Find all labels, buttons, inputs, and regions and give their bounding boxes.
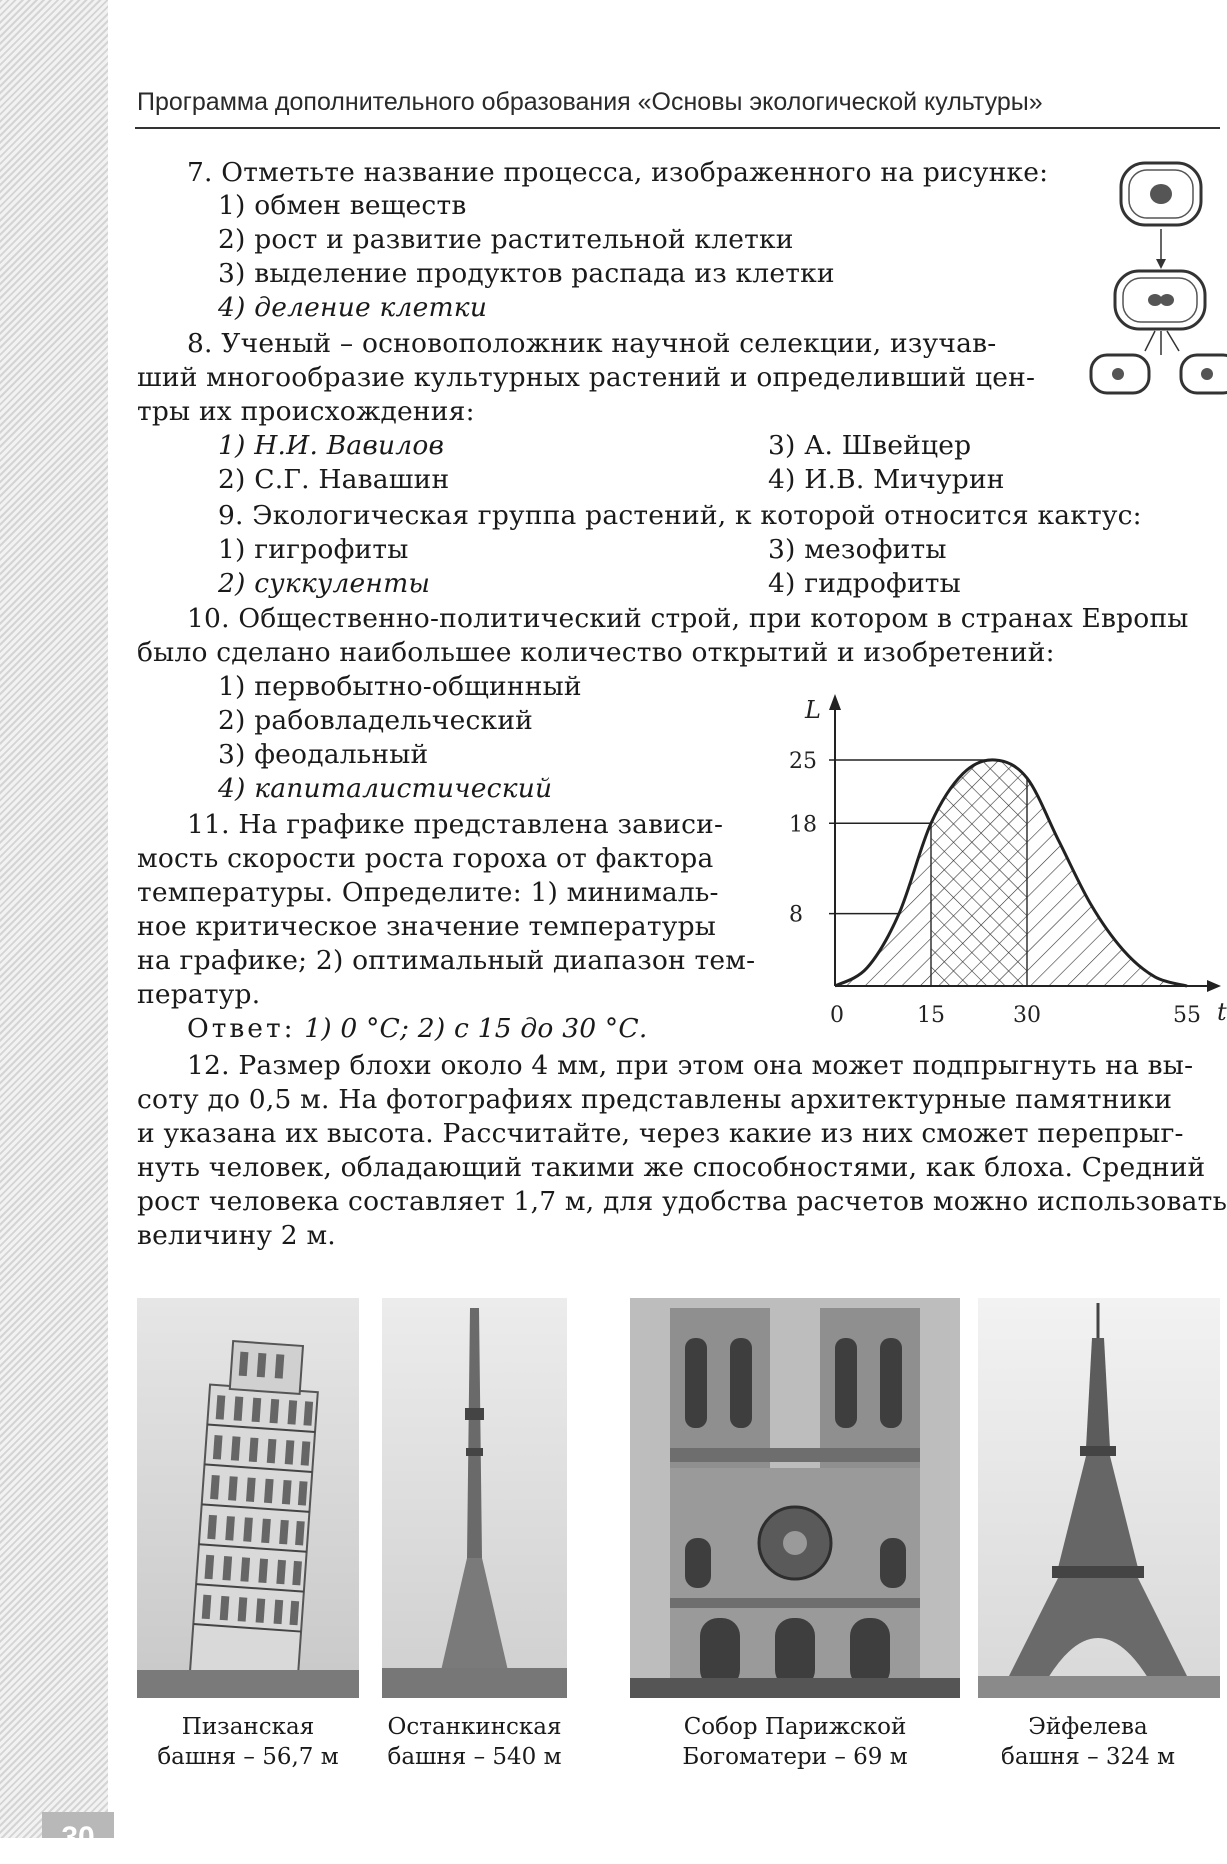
caption-pisa-line-1: Пизанская bbox=[181, 1714, 315, 1740]
caption-notre-dame-line-1: Собор Парижской bbox=[683, 1714, 907, 1740]
q12-line-3: и указана их высота. Рассчитайте, через какие из них сможет перепрыг- bbox=[137, 1118, 1184, 1149]
q8-line-2: ший многообразие культурных растений и определивший цен- bbox=[137, 362, 1036, 393]
growth-temperature-chart bbox=[760, 686, 1227, 1036]
q9-option-1: 1) гигрофиты bbox=[218, 534, 409, 565]
y-axis-label: L bbox=[805, 696, 821, 724]
page-number: 30 bbox=[42, 1812, 114, 1838]
q10-option-3: 3) феодальный bbox=[218, 739, 429, 770]
cell-division-figure bbox=[1085, 155, 1220, 395]
daughter-cell-right-icon bbox=[1181, 355, 1227, 393]
q12-line-4: нуть человек, обладающий такими же способностями, как блоха. Средний bbox=[137, 1152, 1206, 1183]
y-tick-label: 8 bbox=[789, 902, 803, 928]
photo-pisa-tower bbox=[137, 1298, 359, 1698]
q8-option-2: 2) С.Г. Навашин bbox=[218, 464, 450, 495]
photo-notre-dame bbox=[630, 1298, 960, 1698]
caption-eiffel-line-1: Эйфелева bbox=[1028, 1714, 1148, 1740]
q12-line-6: величину 2 м. bbox=[137, 1220, 336, 1251]
q9-option-3: 3) мезофиты bbox=[768, 534, 947, 565]
q11-line-2: мость скорости роста гороха от фактора bbox=[137, 843, 714, 874]
caption-ostankino-line-2: башня – 540 м bbox=[387, 1744, 562, 1770]
photo-eiffel-tower bbox=[978, 1298, 1220, 1698]
answer-label: Ответ: bbox=[187, 1013, 296, 1044]
x-tick-label: 15 bbox=[917, 1003, 945, 1028]
y-axis-arrow-icon bbox=[829, 694, 841, 710]
q7-option-4-answer: 4) деление клетки bbox=[218, 292, 488, 323]
q10-line-2: было сделано наибольшее количество открытий и изобретений: bbox=[137, 637, 1055, 668]
q10-option-1: 1) первобытно-общинный bbox=[218, 671, 582, 702]
q7-question: 7. Отметьте название процесса, изображенного на рисунке: bbox=[187, 157, 1049, 188]
q10-line-1: 10. Общественно-политический строй, при котором в странах Европы bbox=[187, 603, 1189, 634]
page-margin-stripe bbox=[0, 0, 108, 1838]
leaning-tower-icon bbox=[137, 1298, 359, 1698]
dividing-cell-icon bbox=[1115, 271, 1205, 329]
y-tick-label: 25 bbox=[789, 749, 817, 774]
x-tick-label: 55 bbox=[1173, 1003, 1201, 1028]
q12-line-1: 12. Размер блохи около 4 мм, при этом она может подпрыгнуть на вы- bbox=[187, 1050, 1194, 1081]
caption-pisa-line-2: башня – 56,7 м bbox=[157, 1744, 339, 1770]
x-axis-arrow-icon bbox=[1207, 980, 1221, 992]
x-tick-label: 0 bbox=[830, 1003, 844, 1028]
q11-line-5: на графике; 2) оптимальный диапазон тем- bbox=[137, 945, 756, 976]
q11-line-4: ное критическое значение температуры bbox=[137, 911, 717, 942]
q10-option-2: 2) рабовладельческий bbox=[218, 705, 534, 736]
q7-option-1: 1) обмен веществ bbox=[218, 190, 467, 221]
q9-option-2-answer: 2) суккуленты bbox=[218, 568, 431, 599]
q8-line-1: 8. Ученый – основоположник научной селекции, изучав- bbox=[187, 328, 997, 359]
cathedral-icon bbox=[630, 1298, 960, 1698]
q8-option-4: 4) И.В. Мичурин bbox=[768, 464, 1005, 495]
q8-option-3: 3) А. Швейцер bbox=[768, 430, 972, 461]
q7-option-2: 2) рост и развитие растительной клетки bbox=[218, 224, 794, 255]
q11-line-1: 11. На графике представлена зависи- bbox=[187, 809, 724, 840]
q7-option-3: 3) выделение продуктов распада из клетки bbox=[218, 258, 835, 289]
caption-notre-dame-line-2: Богоматери – 69 м bbox=[682, 1744, 908, 1770]
q9-question: 9. Экологическая группа растений, к которой относится кактус: bbox=[218, 500, 1142, 531]
x-axis-label: t bbox=[1217, 998, 1227, 1026]
q9-option-4: 4) гидрофиты bbox=[768, 568, 961, 599]
caption-eiffel-line-2: башня – 324 м bbox=[1000, 1744, 1175, 1770]
q8-option-1-answer: 1) Н.И. Вавилов bbox=[218, 430, 445, 461]
eiffel-tower-icon bbox=[978, 1298, 1220, 1698]
header-divider bbox=[135, 127, 1220, 129]
photo-ostankino-tower bbox=[382, 1298, 567, 1698]
q11-line-6: ператур. bbox=[137, 979, 261, 1010]
q8-line-3: тры их происхождения: bbox=[137, 396, 475, 427]
x-tick-label: 30 bbox=[1013, 1003, 1041, 1028]
daughter-cell-left-icon bbox=[1091, 355, 1149, 393]
q12-line-2: соту до 0,5 м. На фотографиях представлены архитектурные памятники bbox=[137, 1084, 1173, 1115]
page-header: Программа дополнительного образования «Основы экологической культуры» bbox=[137, 88, 1043, 116]
caption-ostankino-line-1: Останкинская bbox=[387, 1714, 562, 1740]
q11-answer: 1) 0 °С; 2) с 15 до 30 °С. bbox=[304, 1013, 648, 1044]
parent-cell-icon bbox=[1121, 163, 1201, 225]
q10-option-4-answer: 4) капиталистический bbox=[218, 773, 553, 804]
q11-line-3: температуры. Определите: 1) минималь- bbox=[137, 877, 719, 908]
tv-tower-icon bbox=[382, 1298, 567, 1698]
y-tick-label: 18 bbox=[789, 812, 817, 838]
q12-line-5: рост человека составляет 1,7 м, для удобства расчетов можно использовать bbox=[137, 1186, 1227, 1217]
